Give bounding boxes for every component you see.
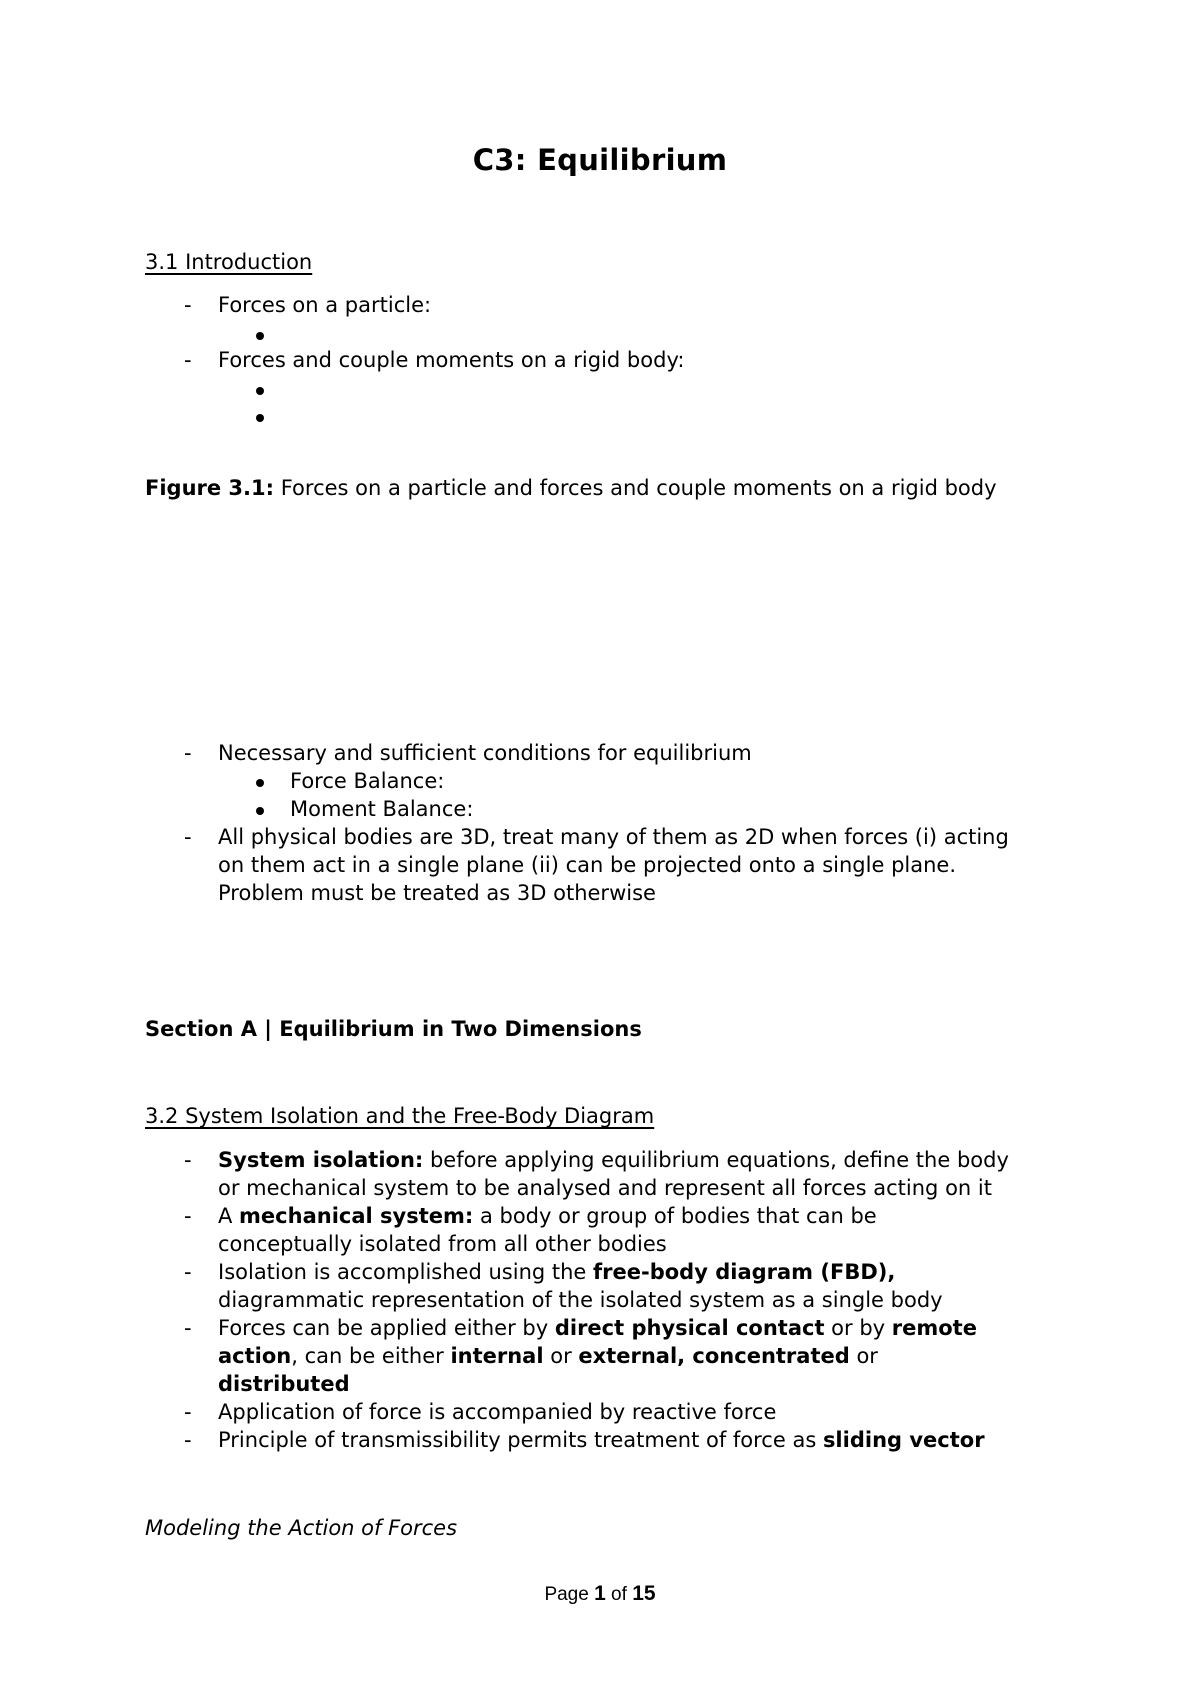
bold-term: sliding vector — [822, 1428, 985, 1452]
bullet-icon — [256, 332, 264, 340]
inline-text: Principle of transmissibility permits treatment of force as — [218, 1428, 823, 1452]
bold-term: direct physical contact — [554, 1316, 825, 1340]
figure-caption-text: Forces on a particle and forces and couple moments on a rigid body — [274, 476, 997, 500]
bold-term: mechanical system: — [239, 1204, 474, 1228]
document-title: C3: Equilibrium — [472, 143, 728, 177]
bold-term: free-body diagram (FBD), — [593, 1260, 896, 1284]
inline-text: or — [849, 1344, 878, 1368]
inline-text: Isolation is accomplished using the — [218, 1260, 594, 1284]
section-heading-3-2: 3.2 System Isolation and the Free-Body Diagram — [145, 1104, 655, 1128]
list-item — [218, 1260, 895, 1284]
list-item-continuation: or mechanical system to be analysed and represent all forces acting on it — [218, 1176, 992, 1200]
bold-term: external, concentrated — [578, 1344, 850, 1368]
list-item — [218, 1316, 977, 1340]
list-item-continuation: on them act in a single plane (ii) can be projected onto a single plane. — [218, 853, 957, 877]
list-item-continuation: distributed — [218, 1372, 350, 1396]
figure-label: Figure 3.1: — [145, 476, 275, 500]
dash-marker: - — [184, 1204, 192, 1228]
inline-text: or by — [824, 1316, 892, 1340]
footer-page-number: 1 — [594, 1582, 606, 1605]
italic-subheading: Modeling the Action of Forces — [145, 1516, 458, 1540]
dash-marker: - — [184, 1400, 192, 1424]
inline-text: Forces can be applied either by — [218, 1316, 555, 1340]
section-heading-3-1: 3.1 Introduction — [145, 250, 313, 274]
dash-marker: - — [184, 741, 192, 765]
list-item-continuation — [218, 1344, 878, 1368]
bullet-icon — [256, 779, 264, 787]
section-a-heading: Section A | Equilibrium in Two Dimensions — [145, 1017, 642, 1041]
list-item: Forces and couple moments on a rigid body: — [218, 348, 685, 372]
bold-term: action — [218, 1344, 292, 1368]
dash-marker: - — [184, 293, 192, 317]
bullet-icon — [256, 807, 264, 815]
dash-marker: - — [184, 1148, 192, 1172]
dash-marker: - — [184, 348, 192, 372]
bold-term: System isolation: — [218, 1148, 424, 1172]
list-item-continuation: diagrammatic representation of the isolated system as a single body — [218, 1288, 943, 1312]
sub-list-item: Force Balance: — [290, 769, 445, 793]
bullet-icon — [256, 387, 264, 395]
inline-text: or — [543, 1344, 579, 1368]
page-footer — [0, 1582, 1200, 1606]
list-item — [218, 1204, 877, 1228]
list-item — [218, 1428, 985, 1452]
bold-term: remote — [891, 1316, 977, 1340]
inline-text: before applying equilibrium equations, define the body — [423, 1148, 1009, 1172]
figure-caption — [145, 476, 997, 500]
footer-page-word: Page — [544, 1584, 595, 1605]
dash-marker: - — [184, 825, 192, 849]
sub-list-item: Moment Balance: — [290, 797, 474, 821]
list-item-continuation: conceptually isolated from all other bodies — [218, 1232, 667, 1256]
dash-marker: - — [184, 1428, 192, 1452]
list-item: Forces on a particle: — [218, 293, 432, 317]
inline-text: A — [218, 1204, 240, 1228]
footer-total-pages: 15 — [632, 1582, 656, 1605]
inline-text: a body or group of bodies that can be — [473, 1204, 877, 1228]
bullet-icon — [256, 414, 264, 422]
list-item — [218, 1148, 1009, 1172]
inline-text: , can be either — [291, 1344, 451, 1368]
list-item: Necessary and sufficient conditions for equilibrium — [218, 741, 752, 765]
list-item: Application of force is accompanied by reactive force — [218, 1400, 777, 1424]
bold-term: internal — [450, 1344, 544, 1368]
dash-marker: - — [184, 1316, 192, 1340]
footer-of-word: of — [605, 1584, 633, 1605]
list-item: All physical bodies are 3D, treat many of them as 2D when forces (i) acting — [218, 825, 1009, 849]
dash-marker: - — [184, 1260, 192, 1284]
list-item-continuation: Problem must be treated as 3D otherwise — [218, 881, 656, 905]
